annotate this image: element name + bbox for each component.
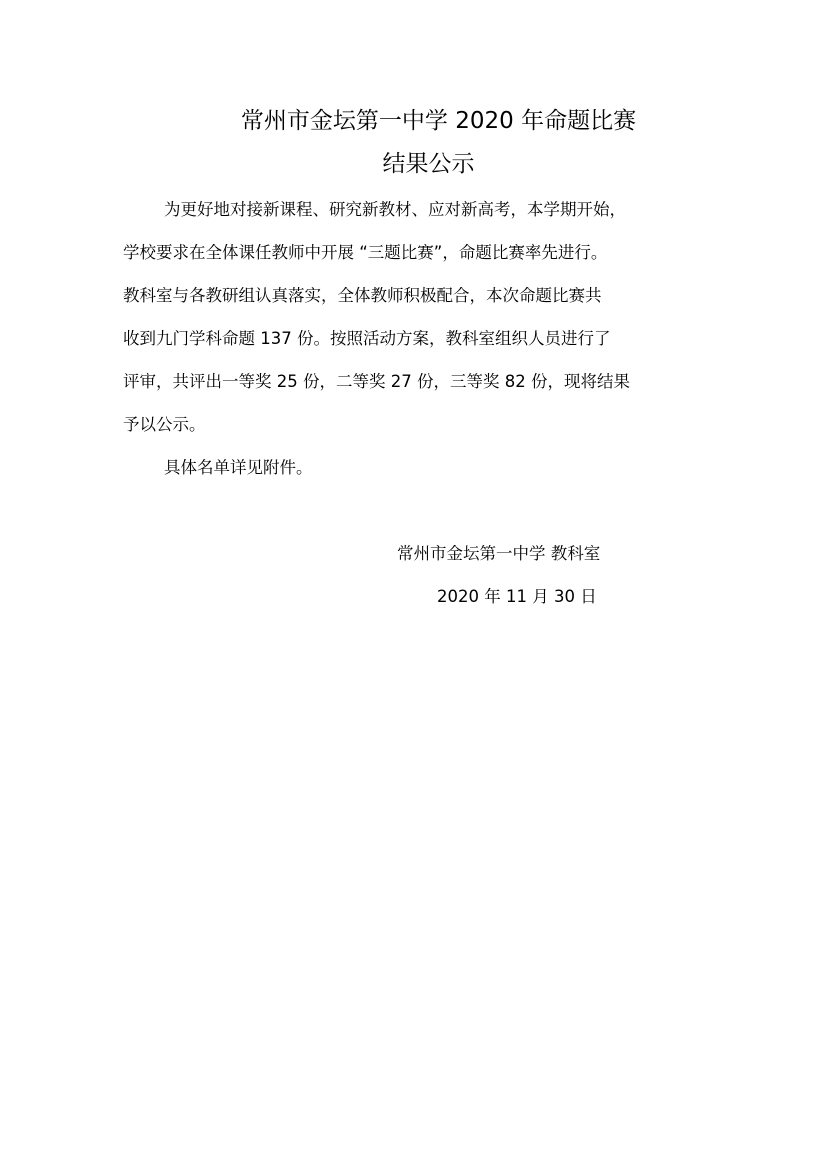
signature-date: 2020 年 11 月 30 日	[437, 587, 597, 606]
body-paragraph-line: 收到九门学科命题 137 份。按照活动方案，教科室组织人员进行了	[123, 329, 611, 348]
body-paragraph-line: 学校要求在全体课任教师中开展 “三题比赛”，命题比赛率先进行。	[123, 243, 608, 262]
document-title: 常州市金坛第一中学 2020 年命题比赛	[240, 108, 637, 134]
body-paragraph-line: 评审，共评出一等奖 25 份，二等奖 27 份，三等奖 82 份，现将结果	[123, 372, 630, 391]
body-paragraph-line: 予以公示。	[123, 415, 206, 434]
body-paragraph-line: 为更好地对接新课程、研究新教材、应对新高考，本学期开始，	[164, 200, 626, 219]
attachment-note: 具体名单详见附件。	[164, 458, 313, 477]
body-paragraph-line: 教科室与各教研组认真落实，全体教师积极配合，本次命题比赛共	[123, 286, 602, 305]
signature-organization: 常州市金坛第一中学 教科室	[397, 544, 601, 563]
document-subtitle: 结果公示	[382, 151, 475, 177]
